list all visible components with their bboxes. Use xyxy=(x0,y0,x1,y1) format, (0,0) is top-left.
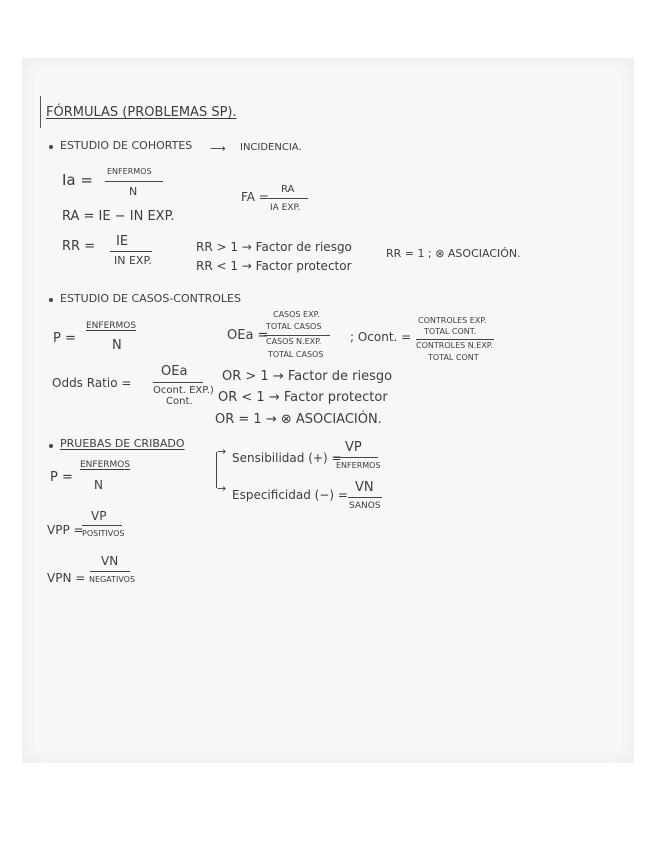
fraction-line xyxy=(110,251,152,252)
vpn-denominator: NEGATIVOS xyxy=(89,575,136,584)
especificidad-numerator: VN xyxy=(355,480,374,495)
rr-equal-rule: RR = 1 ; ⊗ ASOCIACIÓN. xyxy=(386,247,521,260)
bullet xyxy=(49,145,53,149)
odds-numerator: OEa xyxy=(161,364,188,379)
fa-numerator: RA xyxy=(281,184,295,195)
vpp-denominator: POSITIVOS xyxy=(82,529,125,538)
or-greater-rule: OR > 1 → Factor de riesgo xyxy=(222,369,393,384)
fraction-line xyxy=(264,335,330,336)
fraction-line xyxy=(334,457,378,458)
margin-line xyxy=(40,96,41,128)
ocont-den-2: TOTAL CONT xyxy=(428,353,479,362)
fraction-line xyxy=(105,181,163,182)
arrow-icon: → xyxy=(217,482,227,495)
rr-numerator: IE xyxy=(116,234,129,249)
rr-denominator: IN EXP. xyxy=(114,254,152,267)
oea-den-1: CASOS N.EXP. xyxy=(266,337,322,346)
oea-num-1: CASOS EXP. xyxy=(273,310,320,319)
section-heading-cohortes: ESTUDIO DE COHORTES xyxy=(60,139,193,152)
arrow-icon: → xyxy=(217,445,227,458)
ocont-den-1: CONTROLES N.EXP. xyxy=(416,341,493,350)
ocont-num-2: TOTAL CONT. xyxy=(424,327,477,336)
sensibilidad-denominator: ENFERMOS xyxy=(336,461,381,470)
bullet xyxy=(49,444,53,448)
or-less-rule: OR < 1 → Factor protector xyxy=(218,390,388,405)
section-heading-casos: ESTUDIO DE CASOS-CONTROLES xyxy=(60,292,241,305)
especificidad-lhs: Especificidad (−) = xyxy=(232,488,348,502)
fraction-line xyxy=(268,198,308,199)
rr-lhs: RR = xyxy=(62,239,96,254)
cribado-p-lhs: P = xyxy=(50,470,73,485)
ocont-num-1: CONTROLES EXP. xyxy=(418,316,487,325)
vpn-numerator: VN xyxy=(101,554,119,568)
fraction-line xyxy=(82,525,122,526)
vpn-lhs: VPN = xyxy=(47,571,86,585)
ia-denominator: N xyxy=(129,185,138,198)
cribado-p-numerator: ENFERMOS xyxy=(80,460,131,470)
fraction-line xyxy=(90,571,130,572)
incidencia-label: INCIDENCIA. xyxy=(240,142,302,153)
fa-denominator: IA EXP. xyxy=(270,203,301,213)
ocont-lhs: ; Ocont. = xyxy=(350,330,412,344)
notebook-page xyxy=(22,58,634,763)
rr-less-rule: RR < 1 → Factor protector xyxy=(196,259,352,273)
fraction-line xyxy=(348,497,382,498)
cribado-p-denominator: N xyxy=(94,478,103,492)
fraction-line xyxy=(416,339,494,340)
sensibilidad-numerator: VP xyxy=(345,440,362,455)
odds-den-1: Ocont. EXP.) xyxy=(153,385,214,396)
fraction-line xyxy=(153,382,203,383)
arrow-icon: ⟶ xyxy=(210,142,226,155)
sensibilidad-lhs: Sensibilidad (+) = xyxy=(232,451,342,465)
ia-lhs: Ia = xyxy=(62,171,93,189)
ra-formula: RA = IE − IN EXP. xyxy=(62,209,175,224)
p-lhs: P = xyxy=(53,331,76,346)
oea-lhs: OEa = xyxy=(227,328,269,343)
oea-num-2: TOTAL CASOS xyxy=(266,322,322,331)
rr-greater-rule: RR > 1 → Factor de riesgo xyxy=(196,240,352,254)
p-denominator: N xyxy=(112,338,122,353)
odds-den-2: Cont. xyxy=(166,396,193,407)
odds-ratio-lhs: Odds Ratio = xyxy=(52,376,132,390)
vpp-numerator: VP xyxy=(91,509,107,523)
p-numerator: ENFERMOS xyxy=(86,321,137,331)
fa-lhs: FA = xyxy=(241,190,269,204)
bullet xyxy=(49,298,53,302)
page-title: FÓRMULAS (PROBLEMAS SP). xyxy=(46,105,237,120)
vpp-lhs: VPP = xyxy=(47,523,84,537)
section-heading-cribado: PRUEBAS DE CRIBADO xyxy=(60,437,185,450)
or-equal-rule: OR = 1 → ⊗ ASOCIACIÓN. xyxy=(215,412,382,427)
especificidad-denominator: SANOS xyxy=(349,501,381,511)
ia-numerator: ENFERMOS xyxy=(107,167,152,176)
oea-den-2: TOTAL CASOS xyxy=(268,350,324,359)
